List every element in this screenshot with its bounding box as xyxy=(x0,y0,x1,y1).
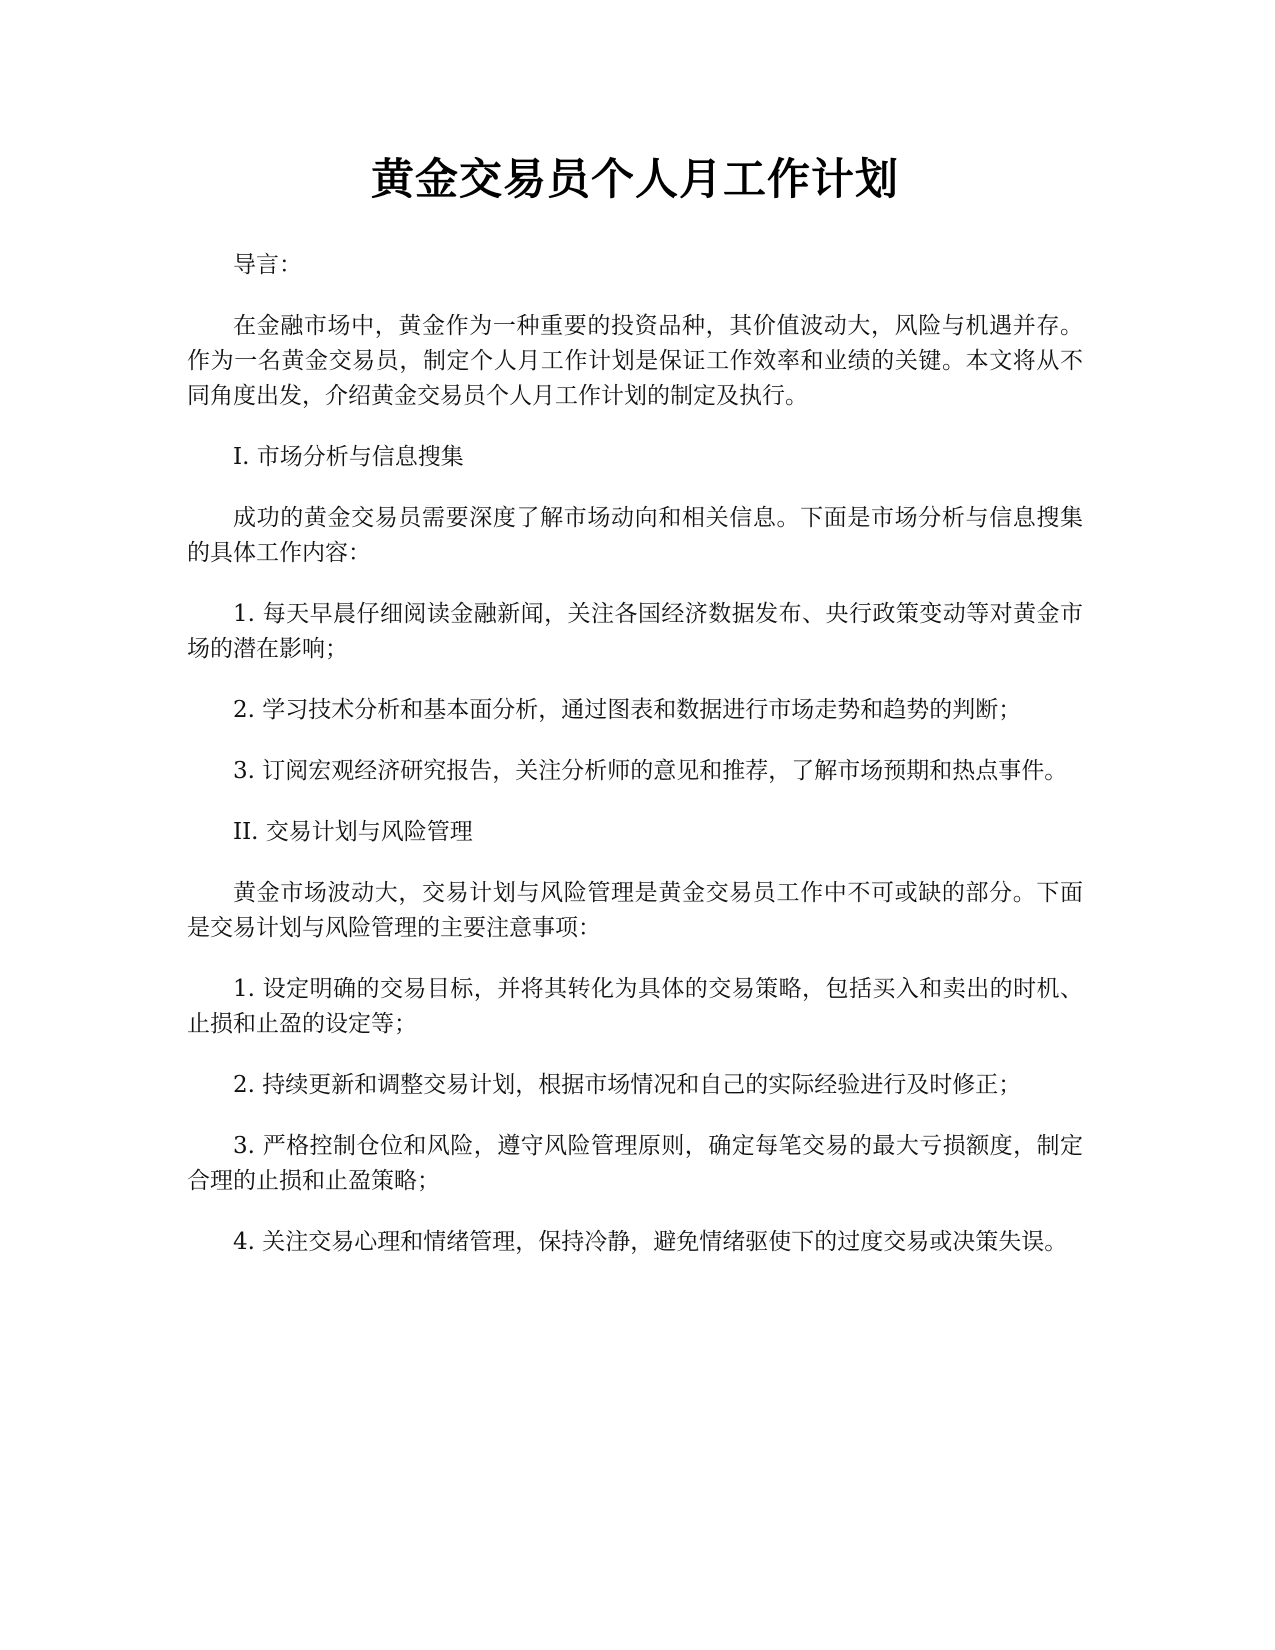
list-item-trading-3: 3. 严格控制仓位和风险，遵守风险管理原则，确定每笔交易的最大亏损额度，制定合理的止损和止盈策略； xyxy=(187,1133,1083,1194)
spacer xyxy=(187,210,1083,248)
document-page xyxy=(187,150,1083,1260)
list-item-market-2: 2. 学习技术分析和基本面分析，通过图表和数据进行市场走势和趋势的判断； xyxy=(233,697,1022,723)
section-heading-market-analysis: I. 市场分析与信息搜集 xyxy=(233,444,464,470)
spacer xyxy=(187,789,1083,815)
section-heading-trading-plan: II. 交易计划与风险管理 xyxy=(233,819,473,845)
intro-heading: 导言： xyxy=(233,252,302,278)
spacer xyxy=(187,850,1083,876)
list-item-market-3: 3. 订阅宏观经济研究报告，关注分析师的意见和推荐，了解市场预期和热点事件。 xyxy=(233,758,1068,784)
spacer xyxy=(187,728,1083,754)
spacer xyxy=(187,1103,1083,1129)
spacer xyxy=(187,1042,1083,1068)
document-title: 黄金交易员个人月工作计划 xyxy=(371,155,899,205)
list-item-trading-4: 4. 关注交易心理和情绪管理，保持冷静，避免情绪驱使下的过度交易或决策失误。 xyxy=(233,1229,1068,1255)
spacer xyxy=(187,667,1083,693)
intro-paragraph: 在金融市场中，黄金作为一种重要的投资品种，其价值波动大，风险与机遇并存。作为一名黄金交易员，制定个人月工作计划是保证工作效率和业绩的关键。本文将从不同角度出发，介绍黄金交易员个人月工作计划的制定及执行。 xyxy=(187,313,1083,409)
list-item-trading-1: 1. 设定明确的交易目标，并将其转化为具体的交易策略，包括买入和卖出的时机、止损和止盈的设定等； xyxy=(187,976,1083,1037)
spacer xyxy=(187,571,1083,597)
spacer xyxy=(187,414,1083,440)
list-item-trading-2: 2. 持续更新和调整交易计划，根据市场情况和自己的实际经验进行及时修正； xyxy=(233,1072,1022,1098)
section-intro-trading-plan: 黄金市场波动大，交易计划与风险管理是黄金交易员工作中不可或缺的部分。下面是交易计划与风险管理的主要注意事项： xyxy=(187,880,1083,941)
section-intro-market-analysis: 成功的黄金交易员需要深度了解市场动向和相关信息。下面是市场分析与信息搜集的具体工作内容： xyxy=(187,505,1083,566)
spacer xyxy=(187,475,1083,501)
spacer xyxy=(187,1199,1083,1225)
list-item-market-1: 1. 每天早晨仔细阅读金融新闻，关注各国经济数据发布、央行政策变动等对黄金市场的潜在影响； xyxy=(187,601,1083,662)
spacer xyxy=(187,283,1083,309)
spacer xyxy=(187,946,1083,972)
